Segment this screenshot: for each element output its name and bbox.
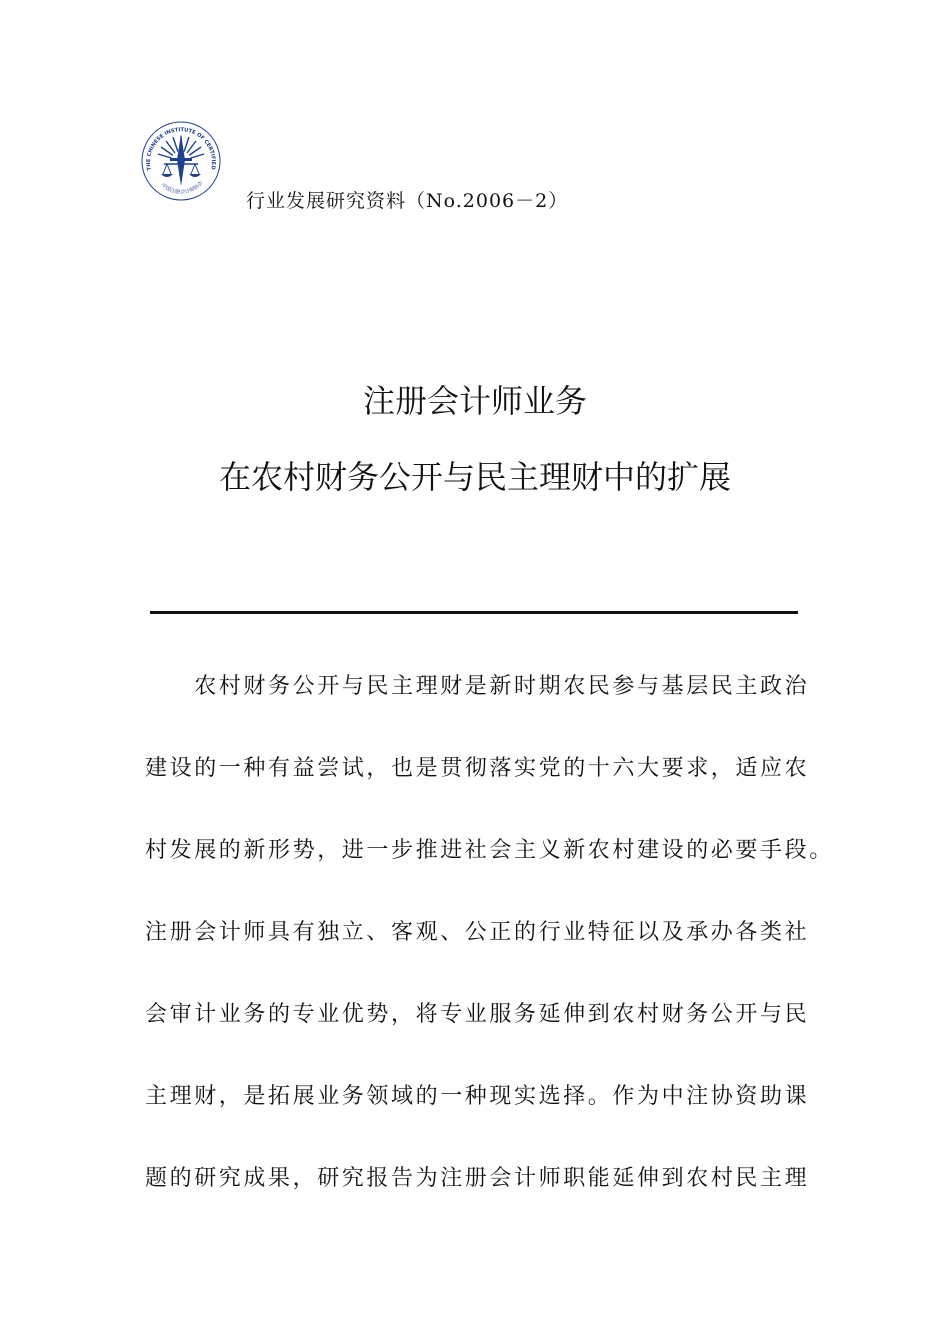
body-line-2: 建设的一种有益尝试，也是贯彻落实党的十六大要求，适应农: [145, 756, 810, 781]
title-divider: [150, 611, 798, 614]
series-label: 行业发展研究资料（No.2006－2）: [246, 190, 569, 212]
body-line-3: 村发展的新形势，进一步推进社会主义新农村建设的必要手段。: [145, 838, 834, 863]
svg-text:中国注册会计师协会: [160, 178, 205, 195]
body-line-4: 注册会计师具有独立、客观、公正的行业特征以及承办各类社: [145, 920, 810, 945]
body-paragraph: [145, 668, 834, 1242]
document-title-line-1: 注册会计师业务: [362, 382, 587, 420]
logo-chinese-text: 中国注册会计师协会: [159, 180, 205, 196]
document-title-line-2: 在农村财务公开与民主理财中的扩展: [218, 458, 731, 496]
cicpa-seal-icon: [140, 120, 222, 202]
logo-ring-text: THE CHINESE INSTITUTE OF CERTIFIED: [145, 127, 217, 171]
body-line-5: 会审计业务的专业优势，将专业服务延伸到农村财务公开与民: [145, 1002, 810, 1027]
body-line-7: 题的研究成果，研究报告为注册会计师职能延伸到农村民主理: [145, 1166, 810, 1191]
body-line-6: 主理财，是拓展业务领域的一种现实选择。作为中注协资助课: [145, 1084, 810, 1109]
cicpa-logo: [140, 120, 222, 202]
body-line-1: 农村财务公开与民主理财是新时期农民参与基层民主政治: [145, 674, 810, 699]
